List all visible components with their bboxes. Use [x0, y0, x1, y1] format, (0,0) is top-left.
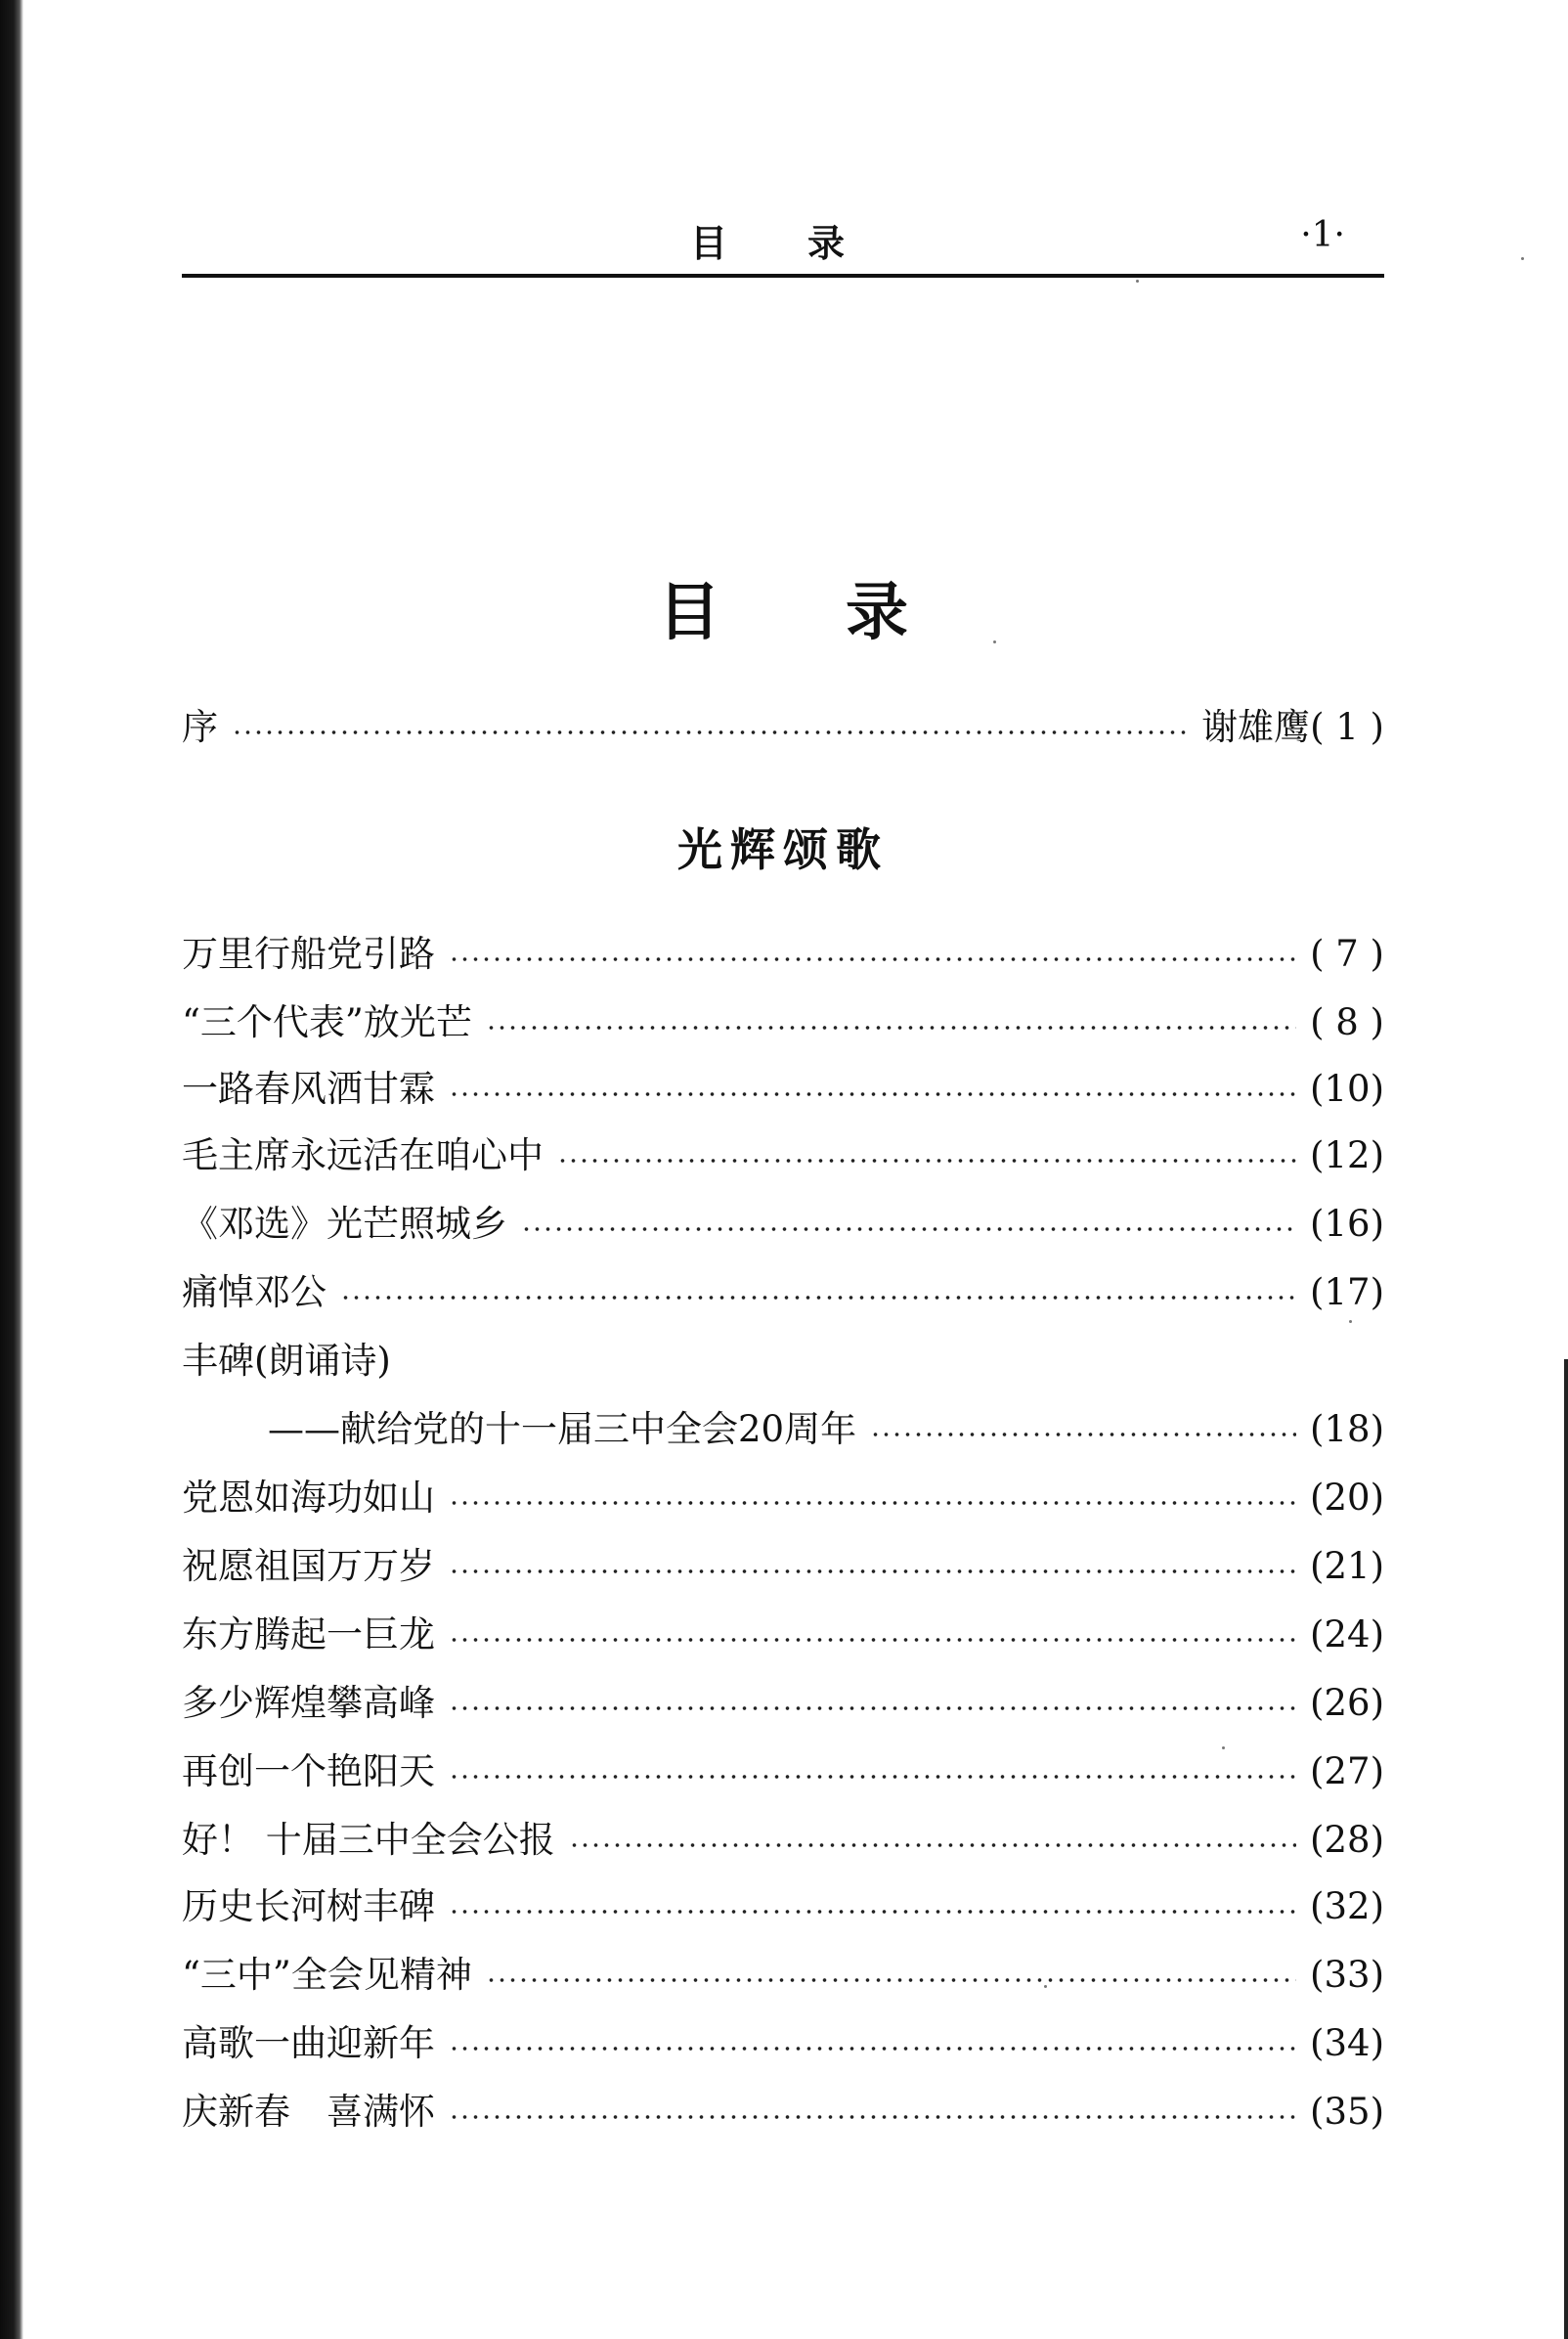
toc-entry-page: ( 8 )	[1310, 1001, 1384, 1043]
toc-entry-page: (28)	[1310, 1819, 1384, 1861]
running-header-title: 目 录	[690, 221, 848, 265]
toc-entry-title: 《邓选》光芒照城乡	[182, 1203, 507, 1245]
toc-entry-page: (27)	[1310, 1750, 1384, 1792]
toc-entry-page: (34)	[1310, 2022, 1384, 2064]
leader-dots	[449, 1705, 1296, 1711]
toc-entry-page: (35)	[1310, 2091, 1384, 2133]
toc-entry-title: 好！ 十届三中全会公报	[182, 1819, 555, 1861]
toc-entry	[182, 1541, 1384, 1592]
toc-entry-title: 多少辉煌攀高峰	[182, 1682, 435, 1724]
toc-entry-author: 谢雄鹰	[1201, 706, 1311, 748]
toc-entry-title: 历史长河树丰碑	[182, 1885, 435, 1927]
toc-entry-title: 再创一个艳阳天	[182, 1750, 435, 1792]
toc-entry-page: (17)	[1310, 1271, 1384, 1313]
toc-entry-title: 序	[182, 706, 218, 748]
leader-dots	[449, 1568, 1296, 1574]
toc-entry	[182, 1881, 1384, 1932]
toc-entry	[182, 929, 1384, 980]
leader-dots	[449, 2046, 1296, 2052]
toc-entry	[182, 1336, 1384, 1387]
leader-dots	[449, 1091, 1296, 1097]
toc-heading: 目 录	[658, 576, 908, 649]
toc-entry-title: 庆新春 喜满怀	[182, 2091, 435, 2133]
running-header	[182, 213, 1384, 265]
toc-entry-page: ( 7 )	[1310, 933, 1384, 975]
leader-dots	[521, 1226, 1296, 1232]
toc-entry-page: (20)	[1310, 1477, 1384, 1519]
toc-entry-title: 毛主席永远活在咱心中	[182, 1134, 544, 1176]
toc-entry-page: (10)	[1310, 1068, 1384, 1110]
leader-dots	[569, 1842, 1296, 1848]
scan-speck	[1136, 280, 1139, 283]
toc-entry-page: (16)	[1310, 1203, 1384, 1245]
leader-dots	[449, 1637, 1296, 1643]
toc-entry-page: (21)	[1310, 1545, 1384, 1587]
leader-dots	[340, 1295, 1296, 1301]
page-number: ·1·	[1300, 215, 1345, 255]
toc-entry	[182, 1267, 1384, 1318]
toc-entry-page: (24)	[1310, 1613, 1384, 1655]
toc-entry	[182, 1678, 1384, 1729]
toc-entry	[182, 1610, 1384, 1660]
scan-speck	[1222, 1746, 1225, 1749]
leader-dots	[449, 1774, 1296, 1780]
toc-entry-subtitle	[182, 1404, 1384, 1455]
toc-entry-page: (18)	[1310, 1408, 1384, 1450]
leader-dots	[486, 1025, 1296, 1031]
leader-dots	[449, 1500, 1296, 1506]
scan-speck	[1044, 1985, 1047, 1988]
toc-entry-title: 东方腾起一巨龙	[182, 1613, 435, 1655]
scan-speck	[993, 640, 996, 643]
toc-entry	[182, 1950, 1384, 2001]
toc-entry-title: 一路春风洒甘霖	[182, 1068, 435, 1110]
toc-entry-page: (32)	[1310, 1885, 1384, 1927]
toc-entry	[182, 1199, 1384, 1250]
toc-entry-page: ( 1 )	[1310, 706, 1384, 748]
toc-entry-title: 党恩如海功如山	[182, 1477, 435, 1519]
leader-dots	[486, 1977, 1296, 1983]
toc-entry-title: “三个代表”放光芒	[182, 1001, 472, 1043]
toc-entry-title: 祝愿祖国万万岁	[182, 1545, 435, 1587]
toc-entry-title: ——献给党的十一届三中全会20周年	[268, 1408, 857, 1450]
toc-entry	[182, 997, 1384, 1048]
toc-entry-title: 丰碑(朗诵诗)	[182, 1340, 391, 1382]
toc-entry	[182, 2087, 1384, 2138]
toc-entry-page: (12)	[1310, 1134, 1384, 1176]
toc-entry	[182, 1815, 1384, 1866]
section-heading: 光辉颂歌	[677, 823, 889, 876]
toc-entry-preface	[182, 702, 1384, 753]
scan-edge-shadow	[0, 0, 23, 2339]
leader-dots	[557, 1158, 1296, 1164]
leader-dots	[232, 729, 1188, 735]
leader-dots	[870, 1432, 1296, 1437]
header-rule	[182, 274, 1384, 278]
toc-entry-page: (26)	[1310, 1682, 1384, 1724]
toc-entry	[182, 1064, 1384, 1115]
scan-speck	[1521, 257, 1524, 260]
toc-entry	[182, 2018, 1384, 2069]
leader-dots	[449, 956, 1296, 962]
toc-entry-title: 高歌一曲迎新年	[182, 2022, 435, 2064]
leader-dots	[449, 2114, 1296, 2120]
scan-speck	[1349, 1320, 1352, 1323]
toc-entry-page: (33)	[1310, 1954, 1384, 1996]
toc-entry	[182, 1130, 1384, 1181]
toc-entry-title: 痛悼邓公	[182, 1271, 327, 1313]
scan-edge-right	[1564, 1359, 1568, 2339]
toc-entry-title: 万里行船党引路	[182, 933, 435, 975]
leader-dots	[449, 1909, 1296, 1915]
toc-entry-title: “三中”全会见精神	[182, 1954, 472, 1996]
toc-entry	[182, 1746, 1384, 1797]
toc-entry	[182, 1473, 1384, 1523]
